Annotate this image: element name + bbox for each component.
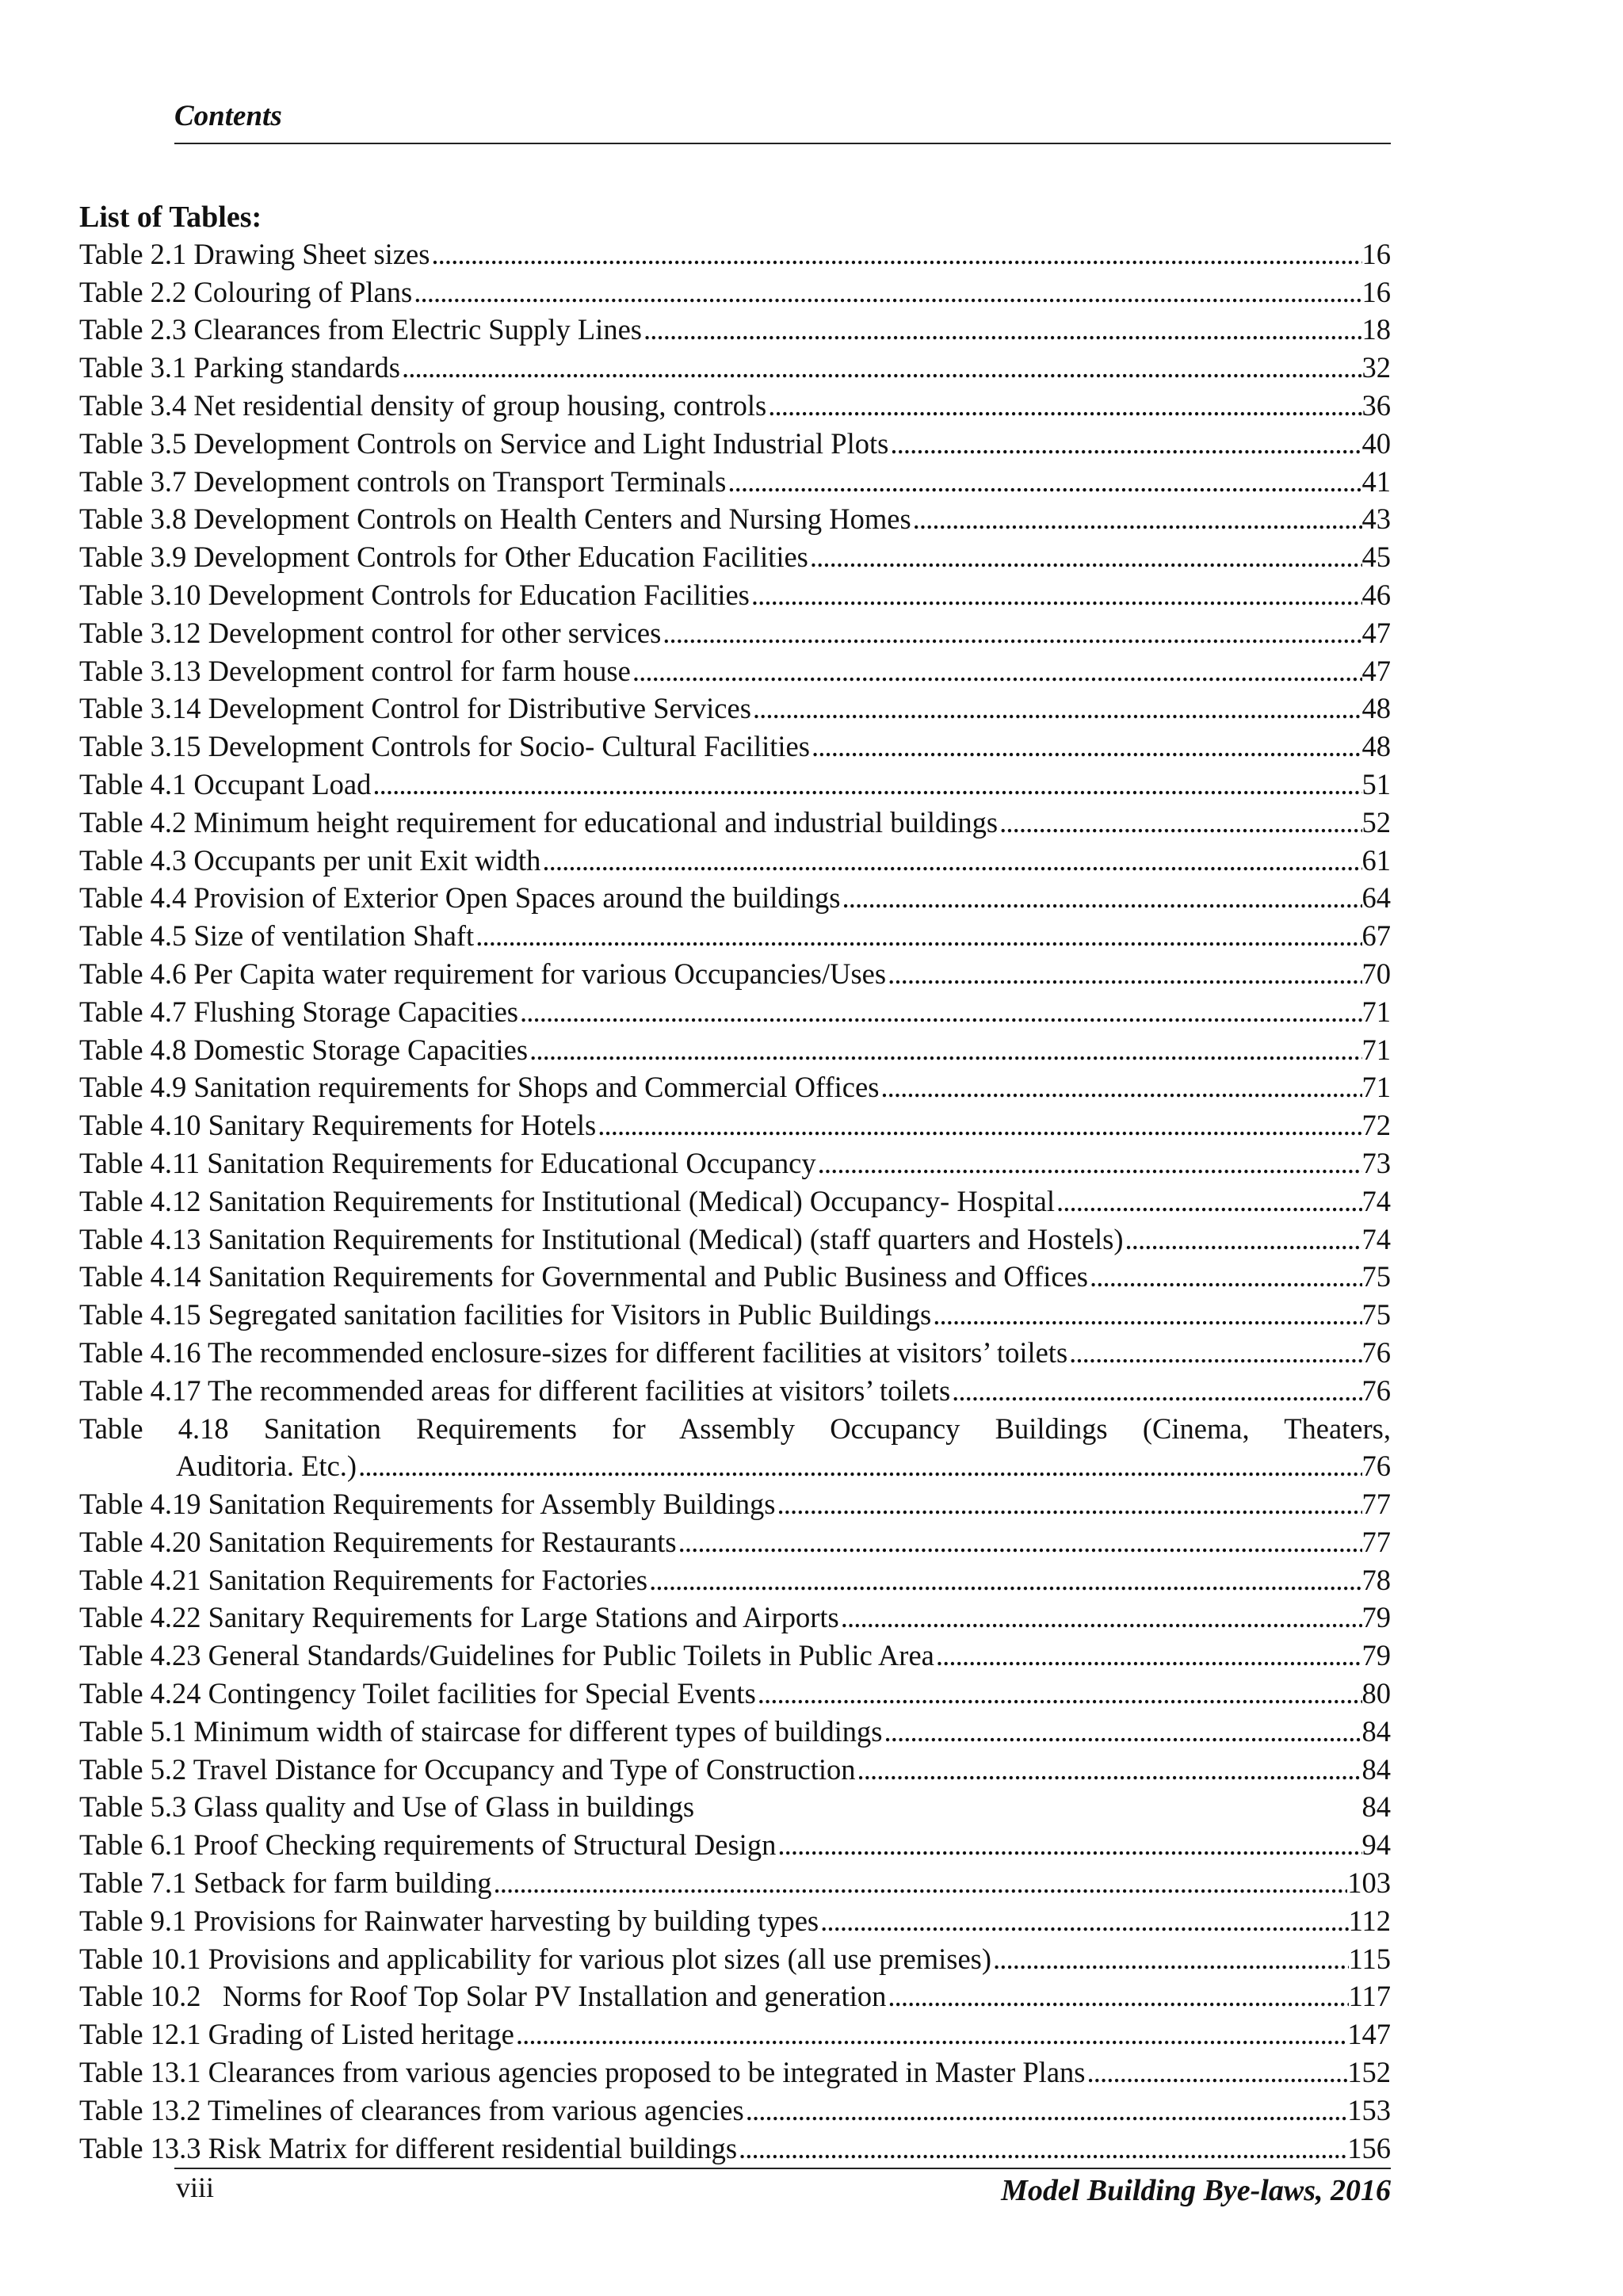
dot-leader [371, 766, 1361, 803]
dot-leader [886, 1977, 1348, 2015]
toc-page: 76 [1361, 1373, 1391, 1407]
dot-leader [934, 1637, 1362, 1674]
toc-label: Table 4.24 Contingency Toilet facilities for Special Events [79, 1677, 756, 1710]
toc-label: Table 4.19 Sanitation Requirements for Assembly Buildings [79, 1488, 776, 1521]
toc-label: Auditoria. Etc.) [176, 1450, 357, 1483]
toc-page: 45 [1361, 541, 1391, 574]
dot-leader [1085, 2053, 1347, 2091]
toc-row[interactable] [79, 2129, 1391, 2167]
toc-label: Table 10.1 Provisions and applicability for various plot sizes (all use premises) [79, 1942, 992, 1975]
toc-page: 18 [1361, 313, 1391, 346]
toc-label: Table 4.18 Sanitation Requirements for Assembly Occupancy Buildings (Cinema, Theaters, [79, 1412, 1391, 1445]
list-of-tables-title: List of Tables: [79, 201, 262, 234]
dot-leader [816, 1144, 1362, 1182]
toc-label: Table 3.1 Parking standards [79, 351, 400, 384]
toc-row[interactable] [79, 2053, 1391, 2091]
dot-leader [883, 1713, 1362, 1750]
dot-leader [751, 690, 1362, 727]
toc-label: Table 2.3 Clearances from Electric Supply Lines [79, 313, 642, 346]
toc-label: Table 3.5 Development Controls on Service and Light Industrial Plots [79, 426, 889, 460]
dot-leader [514, 2015, 1347, 2053]
dot-leader [1088, 1258, 1362, 1295]
footer-rule [174, 2168, 1391, 2169]
toc-page: 70 [1361, 957, 1391, 990]
toc-label: Table 4.14 Sanitation Requirements for Governmental and Public Business and Offices [79, 1260, 1088, 1293]
toc-row[interactable] [79, 462, 1391, 500]
dot-leader [518, 993, 1362, 1030]
toc-page: 73 [1361, 1146, 1391, 1179]
dot-leader [886, 955, 1361, 992]
toc-label: Table 10.2 Norms for Roof Top Solar PV Installation and generation [79, 1980, 887, 2013]
toc-label: Table 4.3 Occupants per unit Exit width [79, 843, 541, 877]
toc-row[interactable] [79, 1939, 1391, 1977]
toc-page: 74 [1361, 1222, 1391, 1255]
toc-page: 47 [1361, 654, 1391, 687]
toc-label: Table 4.7 Flushing Storage Capacities [79, 995, 518, 1028]
toc-row[interactable] [79, 2015, 1391, 2053]
toc-label: Table 4.23 General Standards/Guidelines for Public Toilets in Public Area [79, 1639, 934, 1672]
dot-leader [1055, 1182, 1361, 1220]
toc-page: 40 [1361, 426, 1391, 460]
toc-row[interactable] [79, 500, 1391, 538]
dot-leader [888, 425, 1361, 462]
toc-row[interactable] [79, 424, 1391, 462]
toc-label: Table 4.16 The recommended enclosure-sizes for different facilities at visitors’ toilets [79, 1335, 1068, 1369]
toc-row[interactable] [79, 1977, 1391, 2015]
toc-row[interactable] [79, 1522, 1391, 1561]
toc-row[interactable] [79, 386, 1391, 424]
toc-page: 61 [1361, 843, 1391, 877]
toc-page: 115 [1348, 1942, 1391, 1975]
toc-label: Table 3.4 Net residential density of group housing, controls [79, 388, 767, 422]
toc-page: 80 [1361, 1677, 1391, 1710]
toc-row[interactable] [79, 1825, 1391, 1863]
page-header [174, 97, 1391, 144]
dot-leader [998, 804, 1361, 841]
toc-page: 67 [1361, 919, 1391, 953]
toc-label: Table 4.8 Domestic Storage Capacities [79, 1033, 529, 1066]
toc-row[interactable] [79, 1030, 1391, 1068]
toc-row[interactable] [79, 1599, 1391, 1637]
toc-row[interactable] [79, 727, 1391, 765]
dot-leader [647, 1561, 1361, 1599]
toc-page: 76 [1361, 1335, 1391, 1369]
toc-row[interactable] [79, 1106, 1391, 1144]
toc-row[interactable] [79, 803, 1391, 841]
toc-page: 51 [1361, 767, 1391, 800]
dot-leader [911, 500, 1362, 537]
toc-label: Table 13.1 Clearances from various agencies proposed to be integrated in Master Plans [79, 2056, 1086, 2089]
toc-label: Table 3.14 Development Control for Distributive Services [79, 692, 751, 725]
toc-row[interactable] [79, 273, 1391, 311]
toc-label: Table 4.21 Sanitation Requirements for Factories [79, 1563, 648, 1596]
toc-row[interactable] [79, 1750, 1391, 1788]
toc-label: Table 4.11 Sanitation Requirements for Educational Occupancy [79, 1146, 816, 1179]
toc-page: 74 [1361, 1184, 1391, 1217]
dot-leader [855, 1751, 1361, 1788]
dot-leader [474, 917, 1361, 954]
dot-leader [631, 652, 1362, 690]
toc-label: Table 4.9 Sanitation requirements for Shops and Commercial Offices [79, 1071, 880, 1104]
toc-page: 32 [1361, 351, 1391, 384]
toc-page: 77 [1361, 1525, 1391, 1558]
dot-leader [661, 614, 1361, 651]
toc-label: Table 2.2 Colouring of Plans [79, 275, 413, 308]
dot-leader [400, 349, 1362, 386]
toc-row[interactable] [79, 537, 1391, 575]
toc-label: Table 5.2 Travel Distance for Occupancy and Type of Construction [79, 1752, 856, 1786]
toc-label: Table 3.10 Development Controls for Education Facilities [79, 578, 750, 611]
dot-leader [1124, 1221, 1362, 1258]
toc-label: Table 4.12 Sanitation Requirements for Institutional (Medical) Occupancy- Hospital [79, 1184, 1056, 1217]
toc-label: Table 3.7 Development controls on Transport Terminals [79, 464, 727, 498]
toc-row[interactable] [79, 1220, 1391, 1258]
toc-row[interactable] [79, 1674, 1391, 1712]
toc-row[interactable] [79, 575, 1391, 613]
toc-label: Table 4.17 The recommended areas for different facilities at visitors’ toilets [79, 1373, 951, 1407]
dot-leader [357, 1447, 1361, 1484]
dot-leader [991, 1940, 1349, 1977]
dot-leader [1067, 1334, 1361, 1371]
toc-row[interactable] [79, 765, 1391, 803]
toc-page: 77 [1361, 1488, 1391, 1521]
toc-row[interactable] [79, 2091, 1391, 2129]
dot-leader [808, 538, 1362, 575]
toc-label: Table 4.20 Sanitation Requirements for Restaurants [79, 1525, 677, 1558]
toc-label: Table 3.15 Development Controls for Socio- Cultural Facilities [79, 730, 810, 763]
toc-row[interactable] [79, 841, 1391, 879]
dot-leader [950, 1372, 1361, 1409]
toc-label: Table 4.22 Sanitary Requirements for Large Stations and Airports [79, 1601, 839, 1634]
toc-label: Table 4.15 Segregated sanitation facilities for Visitors in Public Buildings [79, 1298, 932, 1331]
toc-label: Table 4.10 Sanitary Requirements for Hotels [79, 1109, 597, 1142]
toc-label: Table 2.1 Drawing Sheet sizes [79, 237, 430, 270]
toc-label: Table 4.13 Sanitation Requirements for Institutional (Medical) (staff quarters and Hostels) [79, 1222, 1124, 1255]
toc-page: 153 [1347, 2093, 1391, 2126]
toc-row[interactable] [79, 235, 1391, 273]
toc-row[interactable] [79, 651, 1391, 690]
toc-row[interactable] [79, 311, 1391, 349]
toc-row[interactable] [79, 916, 1391, 954]
toc-row[interactable] [79, 1863, 1391, 1901]
toc-row[interactable] [79, 1068, 1391, 1106]
dot-leader [840, 879, 1361, 916]
dot-leader [776, 1826, 1361, 1863]
toc-row[interactable] [79, 348, 1391, 386]
toc-page: 71 [1361, 1033, 1391, 1066]
dot-leader [879, 1068, 1361, 1106]
toc-row[interactable] [79, 1484, 1391, 1522]
toc-label: Table 3.9 Development Controls for Other Education Facilities [79, 541, 808, 574]
toc-page: 76 [1361, 1450, 1391, 1483]
toc-label: Table 4.1 Occupant Load [79, 767, 372, 800]
dot-leader [491, 1864, 1347, 1901]
toc-row[interactable] [79, 1182, 1391, 1220]
header-title: Contents [174, 100, 282, 132]
toc-page: 103 [1347, 1866, 1391, 1900]
dot-leader [430, 235, 1361, 273]
header-rule [174, 143, 1391, 144]
toc-page: 46 [1361, 578, 1391, 611]
footer-document-title: Model Building Bye-laws, 2016 [1001, 2174, 1391, 2207]
toc-page: 36 [1361, 388, 1391, 422]
toc-page: 75 [1361, 1260, 1391, 1293]
toc-page: 117 [1348, 1980, 1391, 2013]
toc-page: 52 [1361, 805, 1391, 839]
toc-page: 47 [1361, 616, 1391, 649]
toc-label: Table 13.2 Timelines of clearances from various agencies [79, 2093, 744, 2126]
toc-label: Table 6.1 Proof Checking requirements of Structural Design [79, 1828, 777, 1862]
toc-row[interactable] [79, 1561, 1391, 1599]
dot-leader [775, 1485, 1361, 1522]
toc-page: 84 [1361, 1714, 1391, 1748]
toc-page: 78 [1361, 1563, 1391, 1596]
toc-page: 71 [1361, 1071, 1391, 1104]
dot-leader [412, 273, 1361, 311]
footer-page-number: viii [176, 2172, 215, 2203]
toc-row[interactable] [79, 1409, 1391, 1447]
dot-leader [677, 1523, 1362, 1561]
toc-page: 48 [1361, 730, 1391, 763]
dot-leader [737, 2130, 1347, 2167]
dot-leader [726, 463, 1361, 500]
toc-row[interactable] [79, 1295, 1391, 1333]
dot-leader [931, 1296, 1361, 1333]
toc-page: 16 [1361, 237, 1391, 270]
dot-leader [642, 311, 1362, 348]
toc-label: Table 3.8 Development Controls on Health Centers and Nursing Homes [79, 502, 911, 536]
toc-row[interactable] [79, 1901, 1391, 1939]
toc-page: 41 [1361, 464, 1391, 498]
toc-label: Table 12.1 Grading of Listed heritage [79, 2018, 514, 2051]
toc-page: 84 [1361, 1752, 1391, 1786]
toc-page: 48 [1361, 692, 1391, 725]
dot-leader [528, 1031, 1361, 1068]
toc-page: 147 [1347, 2018, 1391, 2051]
toc-page: 16 [1361, 275, 1391, 308]
tables-list [79, 235, 1391, 2167]
toc-page: 75 [1361, 1298, 1391, 1331]
dot-leader [750, 576, 1362, 613]
toc-page: 152 [1347, 2056, 1391, 2089]
dot-leader [810, 728, 1362, 765]
toc-page: 94 [1361, 1828, 1391, 1862]
toc-row[interactable] [79, 954, 1391, 992]
toc-page: 43 [1361, 502, 1391, 536]
toc-page: 84 [1361, 1790, 1391, 1824]
toc-row[interactable] [79, 613, 1391, 651]
toc-row[interactable] [79, 1636, 1391, 1674]
toc-label: Table 3.12 Development control for other services [79, 616, 662, 649]
toc-label: Table 7.1 Setback for farm building [79, 1866, 492, 1900]
toc-label: Table 4.2 Minimum height requirement for educational and industrial buildings [79, 805, 999, 839]
dot-leader [819, 1902, 1348, 1939]
toc-label: Table 13.3 Risk Matrix for different residential buildings [79, 2131, 738, 2164]
toc-label: Table 4.6 Per Capita water requirement for various Occupancies/Uses [79, 957, 887, 990]
toc-row[interactable] [79, 1371, 1391, 1409]
toc-page: 71 [1361, 995, 1391, 1028]
toc-page: 156 [1347, 2131, 1391, 2164]
toc-page: 72 [1361, 1109, 1391, 1142]
dot-leader [596, 1106, 1361, 1144]
toc-page: 79 [1361, 1601, 1391, 1634]
toc-row[interactable] [79, 1144, 1391, 1182]
toc-label: Table 3.13 Development control for farm house [79, 654, 631, 687]
toc-row[interactable] [79, 1333, 1391, 1371]
toc-page: 64 [1361, 881, 1391, 915]
dot-leader [839, 1599, 1362, 1636]
dot-leader [756, 1675, 1362, 1712]
toc-row[interactable] [79, 879, 1391, 917]
toc-page: 112 [1348, 1904, 1391, 1937]
toc-label: Table 4.4 Provision of Exterior Open Spaces around the buildings [79, 881, 841, 915]
toc-label: Table 5.1 Minimum width of staircase for different types of buildings [79, 1714, 883, 1748]
dot-leader [744, 2092, 1348, 2129]
toc-label: Table 9.1 Provisions for Rainwater harvesting by building types [79, 1904, 819, 1937]
toc-row[interactable] [79, 1258, 1391, 1296]
toc-label: Table 4.5 Size of ventilation Shaft [79, 919, 475, 953]
dot-leader [540, 842, 1361, 879]
toc-row-continuation[interactable] [79, 1447, 1391, 1485]
toc-row[interactable] [79, 1712, 1391, 1750]
toc-label: Table 5.3 Glass quality and Use of Glass in buildings [79, 1790, 695, 1824]
toc-row[interactable] [79, 1788, 1391, 1826]
toc-row[interactable] [79, 690, 1391, 728]
toc-row[interactable] [79, 992, 1391, 1030]
dot-leader [766, 387, 1361, 424]
toc-page: 79 [1361, 1639, 1391, 1672]
